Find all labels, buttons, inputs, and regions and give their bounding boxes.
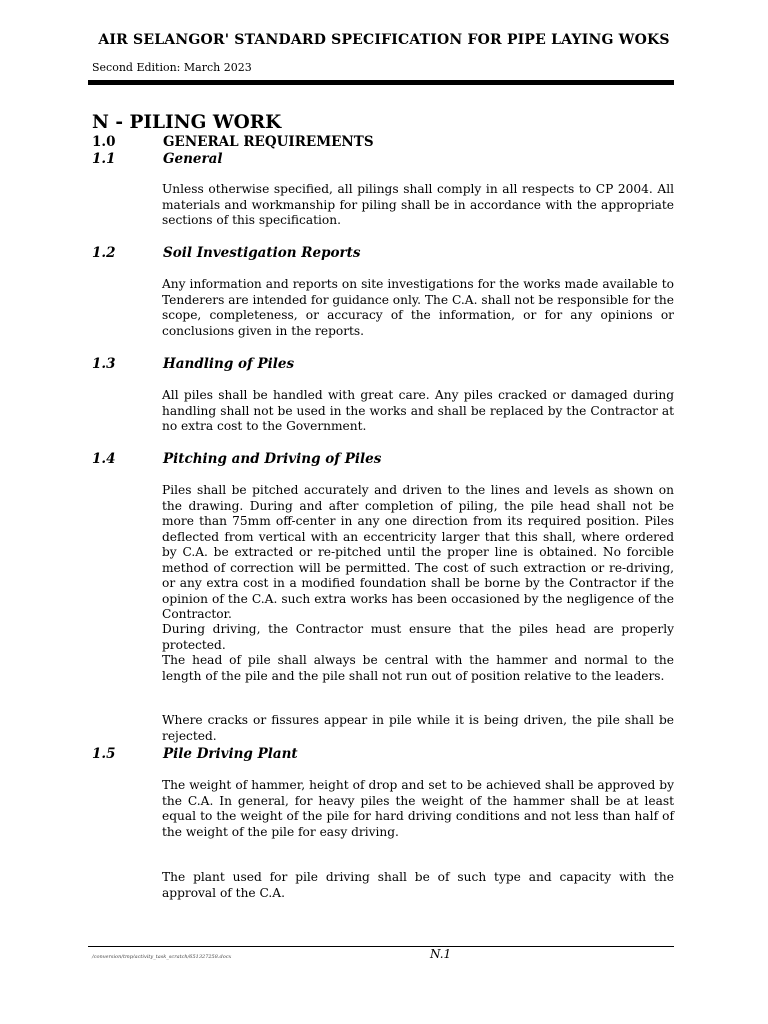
paragraph: The plant used for pile driving shall be of such type and capacity with the approval of the C.A. bbox=[162, 870, 674, 900]
page-number: N.1 bbox=[430, 947, 452, 961]
chapter-title: N - PILING WORK bbox=[92, 112, 282, 133]
document-edition: Second Edition: March 2023 bbox=[92, 61, 252, 74]
paragraph: During driving, the Contractor must ensure that the piles head are properly protected. bbox=[162, 622, 674, 652]
section-title: Handling of Piles bbox=[163, 356, 295, 372]
section-heading-1-2 bbox=[92, 245, 361, 261]
section-number: 1.4 bbox=[92, 451, 116, 467]
document-header-title: AIR SELANGOR' STANDARD SPECIFICATION FOR PIPE LAYING WOKS bbox=[98, 32, 670, 48]
paragraph: The weight of hammer, height of drop and set to be achieved shall be approved by the C.A. In general, for heavy piles the weight of the hammer shall be at least equal to the weight of the pile for hard driving conditions and not less than half of the weight of the pile for easy driving. bbox=[162, 778, 674, 839]
paragraph: Piles shall be pitched accurately and driven to the lines and levels as shown on the drawing. During and after completion of piling, the pile head shall not be more than 75mm off-center in any one direction from its required position. Piles deflected from vertical with an eccentricity larger that this shall, where ordered by C.A. be extracted or re-pitched until the proper line is obtained. No forcible method of correction will be permitted. The cost of such extraction or re-driving, or any extra cost in a modified foundation shall be borne by the Contractor if the opinion of the C.A. such extra works has been occasioned by the negligence of the Contractor. bbox=[162, 483, 674, 621]
section-title: GENERAL REQUIREMENTS bbox=[163, 134, 374, 150]
section-number: 1.1 bbox=[92, 151, 116, 167]
section-number: 1.0 bbox=[92, 134, 116, 150]
section-number: 1.5 bbox=[92, 746, 116, 762]
section-title: General bbox=[163, 151, 223, 167]
footer-divider bbox=[88, 946, 674, 947]
section-title: Pitching and Driving of Piles bbox=[163, 451, 382, 467]
section-heading-1-4 bbox=[92, 451, 381, 467]
paragraph: The head of pile shall always be central with the hammer and normal to the length of the pile and the pile shall not run out of position relative to the leaders. bbox=[162, 653, 674, 683]
section-number: 1.3 bbox=[92, 356, 116, 372]
footer-file-path: /conversion/tmp/activity_task_scratch/651327258.docx bbox=[92, 954, 232, 960]
section-number: 1.2 bbox=[92, 245, 116, 261]
section-heading-1-3 bbox=[92, 356, 294, 372]
section-heading-1-0 bbox=[92, 134, 374, 150]
paragraph: Unless otherwise specified, all pilings shall comply in all respects to CP 2004. All materials and workmanship for piling shall be in accordance with the appropriate sections of this specification. bbox=[162, 182, 674, 227]
section-title: Pile Driving Plant bbox=[163, 746, 298, 762]
section-heading-1-5 bbox=[92, 746, 298, 762]
paragraph: All piles shall be handled with great care. Any piles cracked or damaged during handling shall not be used in the works and shall be replaced by the Contractor at no extra cost to the Government. bbox=[162, 388, 674, 433]
section-heading-1-1 bbox=[92, 151, 223, 167]
section-title: Soil Investigation Reports bbox=[163, 245, 361, 261]
paragraph: Where cracks or fissures appear in pile while it is being driven, the pile shall be rejected. bbox=[162, 713, 674, 743]
header-divider bbox=[88, 80, 674, 85]
paragraph: Any information and reports on site investigations for the works made available to Tenderers are intended for guidance only. The C.A. shall not be responsible for the scope, completeness, or accuracy of the information, or for any opinions or conclusions given in the reports. bbox=[162, 277, 674, 338]
